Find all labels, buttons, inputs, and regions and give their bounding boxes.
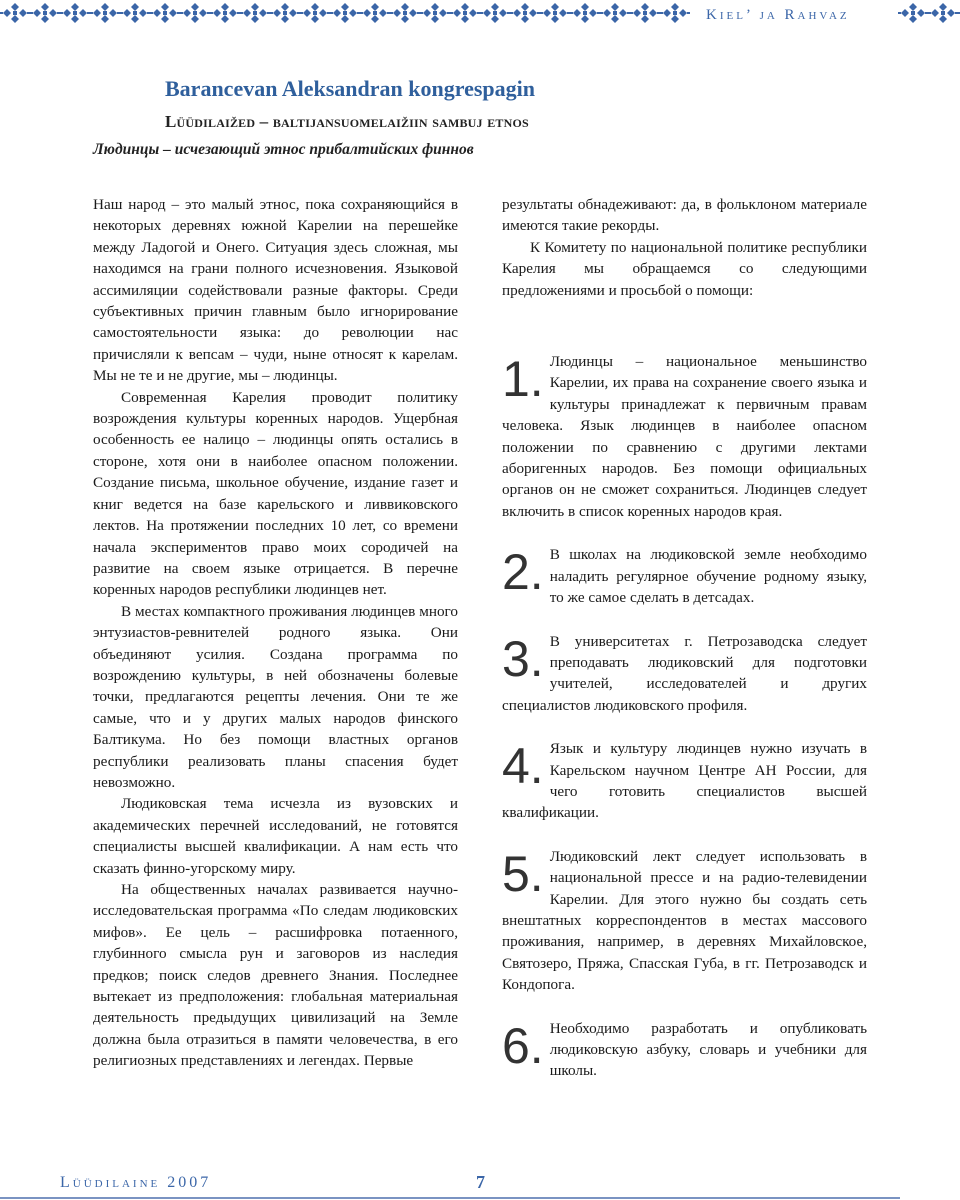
proposal-number: 6. [502,1017,544,1074]
proposal-item [502,846,867,996]
proposal-text: Людинцы – национальное меньшинство Карелии, их права на сохранение своего языка и культуры принадлежат к первичным правам человека. Язык людинцев в наиболее опасном положении по сравнению с другими лектами аборигенных народов. Без помощи официальных органов он не сможет сохраниться. Людинцев следует включить в список коренных народов края. [502,353,867,520]
header-ornament-right [898,0,960,26]
paragraph: К Комитету по национальной политике республики Карелия мы обращаемся со следующими предложениями и просьбой о помощи: [502,238,867,299]
proposal-text: В университетах г. Петрозаводска следует преподавать людиковский для подготовки учителей, исследователей и других специалистов людиковского профиля. [502,632,867,714]
journal-footer: Lüüdilaine 2007 [60,1174,212,1191]
proposal-item [502,1018,867,1082]
footer-rule [0,1197,900,1199]
page-number: 7 [476,1172,485,1192]
paragraph: Людиковская тема исчезла из вузовских и академических перечней исследований, не готовятся специалисты высшей квалификации. А нам есть что сказать финно-угорскому миру. [93,795,458,877]
left-column [93,194,458,1072]
proposal-number: 3. [502,630,544,687]
proposal-item [502,544,867,608]
running-title: Kiel’ ja Rahvaz [706,7,850,23]
proposal-item [502,631,867,717]
paragraph: Наш народ – это малый этнос, пока сохраняющийся в некоторых деревнях южной Карелии на перешейке между Ладогой и Онего. Ситуация здесь сложная, мы находимся на грани полного исчезновения. Языковой ассимиляции содействовали разные факторы. Среди субъективных причин главным было игнорирование самостоятельности языка: до революции нас причисляли к вепсам – чуди, ныне относят к карелам. Мы не те и не другие, мы – людинцы. [93,196,458,385]
paragraph: результаты обнадеживают: да, в фольклоном материале имеются такие рекорды. [502,196,867,235]
proposal-item [502,351,867,522]
proposal-text: Язык и культуру людинцев нужно изучать в Карельском научном Центре АН России, для чего готовить специалистов высшей квалификации. [502,740,867,822]
article-title: Barancevan Aleksandran kongrespagin [165,76,536,101]
header-ornament-left [0,0,690,26]
proposal-number: 2. [502,544,544,601]
paragraph: В местах компактного проживания людинцев много энтузиастов-ревнителей родного языка. Они объединяют усилия. Создана программа по возрождению культуры, в ней обозначены болевые точки, предлагаются рецепты лечения. Они те же самые, что и у других малых народов финского Балтикума. Но без помощи властных органов республики реализовать планы спасения будет невозможно. [93,602,458,791]
article-subtitle: Lüüdilaižed – baltijansuomelaižiin sambuj etnos [165,112,529,131]
proposal-number: 4. [502,738,544,795]
right-column [502,194,867,1082]
proposal-text: В школах на людиковской земле необходимо наладить регулярное обучение родному языку, то же самое сделать в детсадах. [549,546,867,607]
proposal-item [502,738,867,824]
article-subtitle-russian: Людинцы – исчезающий этнос прибалтийских финнов [93,141,474,158]
paragraph: Современная Карелия проводит политику возрождения культуры коренных народов. Ущербная особенность ее налицо – людинцы опять остались в стороне, хотя они в наиболее опасном положении. Создание письма, школьное обучение, издание газет и книг ведется на базе карельского и ливвиковского лектов. На протяжении последних 10 лет, со времени начала экспериментов право моих сородичей на развитие на своем языке отрицается. В перечне коренных народов республики людинцев нет. [93,388,458,599]
proposal-text: Людиковский лект следует использовать в национальной прессе и на радио-телевидении Карелии. Для этого нужно бы создать сеть внештатных корреспондентов в местах массового проживания, например, в деревнях Михайловское, Святозеро, Пряжа, Спасская Губа, в гг. Петрозаводск и Кондопога. [502,847,867,994]
proposal-number: 1. [502,351,544,408]
paragraph: На общественных началах развивается научно-исследовательская программа «По следам людиковских мифов». Ее цель – расшифровка потаенного, глубинного смысла рун и заговоров из наследия предков; поиск следов древнего Знания. Последнее вытекает из предположения: глобальная материальная деятельность предыдущих цивилизаций на Земле должна была отразиться в памяти человечества, в его религиозных представлениях и легендах. Первые [93,881,458,1070]
proposal-text: Необходимо разработать и опубликовать людиковскую азбуку, словарь и учебники для школы. [549,1019,867,1080]
proposal-number: 5. [502,845,544,902]
